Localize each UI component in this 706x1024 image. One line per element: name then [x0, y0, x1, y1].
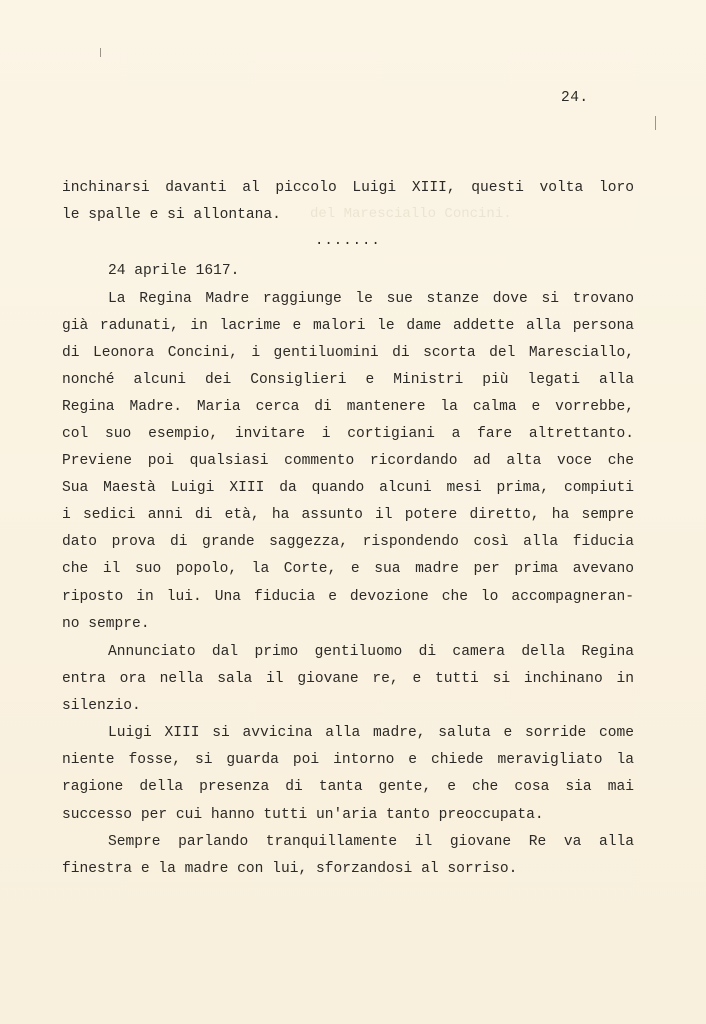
text-line: Sempre parlando tranquillamente il giovane Re va alla: [108, 834, 634, 850]
text-line: La Regina Madre raggiunge le sue stanze dove si trovano: [108, 291, 634, 307]
text-line: i sedici anni di età, ha assunto il potere diretto, ha sempre: [62, 507, 634, 523]
text-line: di Leonora Concini, i gentiluomini di scorta del Maresciallo,: [62, 345, 634, 361]
text-line: col suo esempio, invitare i cortigiani a fare altrettanto.: [62, 426, 634, 442]
text-line: già radunati, in lacrime e malori le dame addette alla persona: [62, 318, 634, 334]
text-line: Luigi XIII si avvicina alla madre, saluta e sorride come: [108, 725, 634, 741]
text-line: Sua Maestà Luigi XIII da quando alcuni mesi prima, compiuti: [62, 480, 634, 496]
text-line: Previene poi qualsiasi commento ricordando ad alta voce che: [62, 453, 634, 469]
text-line: silenzio.: [62, 698, 141, 714]
date-heading: 24 aprile 1617.: [108, 263, 240, 279]
text-line: dato prova di grande saggezza, rispondendo così alla fiducia: [62, 534, 634, 550]
text-line: riposto in lui. Una fiducia e devozione che lo accompagneran-: [62, 589, 634, 605]
margin-mark: [655, 116, 656, 130]
text-line: successo per cui hanno tutti un'aria tanto preoccupata.: [62, 807, 544, 823]
text-line: no sempre.: [62, 616, 150, 632]
text-line: Regina Madre. Maria cerca di mantenere la calma e vorrebbe,: [62, 399, 634, 415]
text-line: niente fosse, si guarda poi intorno e chiede meravigliato la: [62, 752, 634, 768]
text-line: finestra e la madre con lui, sforzandosi al sorriso.: [62, 861, 518, 877]
text-line: entra ora nella sala il giovane re, e tutti si inchinano in: [62, 671, 634, 687]
text-line: ragione della presenza di tanta gente, e che cosa sia mai: [62, 779, 634, 795]
bleed-through-text: del Maresciallo Concini.: [310, 206, 512, 222]
paper-speck-mark: [100, 48, 101, 57]
text-line: inchinarsi davanti al piccolo Luigi XIII, questi volta loro: [62, 180, 634, 196]
text-line: nonché alcuni dei Consiglieri e Ministri più legati alla: [62, 372, 634, 388]
page-number: 24.: [561, 90, 589, 106]
text-line: le spalle e si allontana.: [62, 207, 281, 223]
text-line: Annunciato dal primo gentiluomo di camera della Regina: [108, 644, 634, 660]
text-line: che il suo popolo, la Corte, e sua madre per prima avevano: [62, 561, 634, 577]
section-separator: .......: [315, 233, 381, 249]
